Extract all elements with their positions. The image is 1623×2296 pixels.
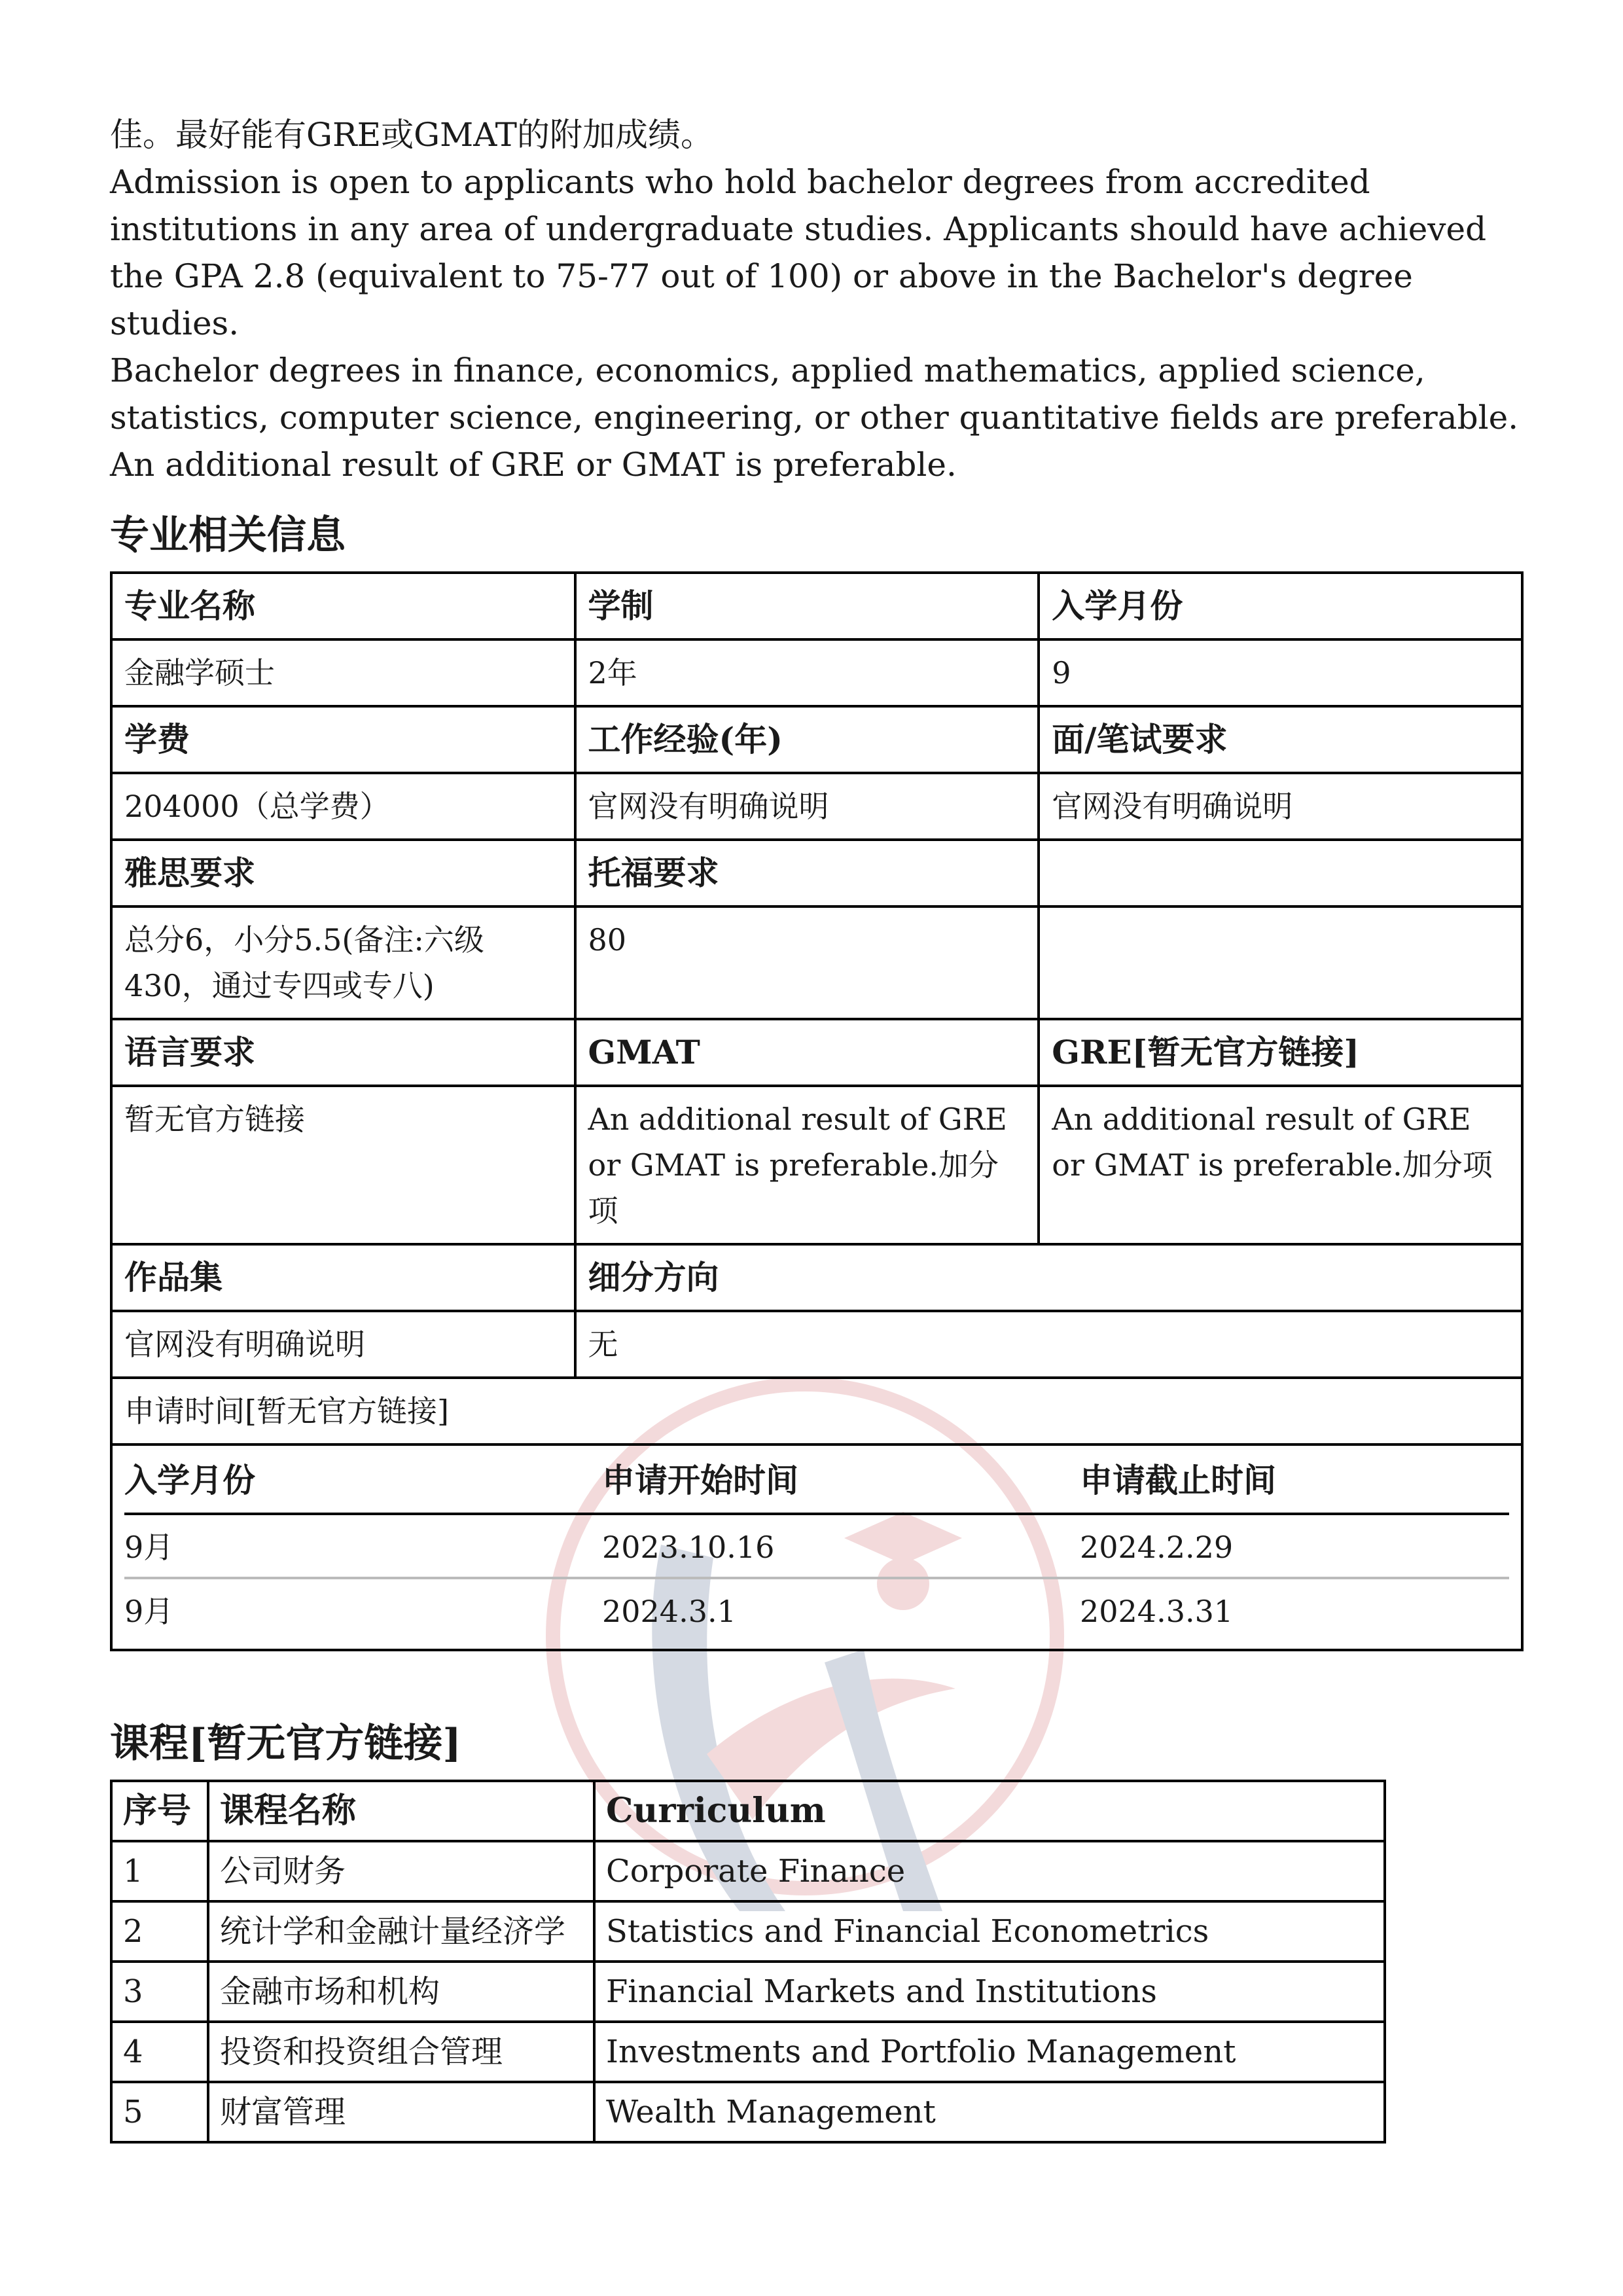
- header-cell: 序号: [111, 1781, 208, 1841]
- table-row: [111, 1444, 1522, 1650]
- program-section-title: 专业相关信息: [110, 512, 346, 558]
- empty-cell: [1039, 840, 1522, 906]
- table-row: [111, 1311, 1522, 1378]
- table-row: [111, 1962, 1385, 2022]
- application-header-row: [124, 1451, 1509, 1514]
- course-name-en: Investments and Portfolio Management: [594, 2022, 1385, 2082]
- table-row: [111, 906, 1522, 1019]
- value-cell: 暂无官方链接: [111, 1086, 575, 1244]
- course-name-en: Financial Markets and Institutions: [594, 1962, 1385, 2022]
- application-title: 申请时间[暂无官方链接]: [111, 1378, 1522, 1444]
- value-cell: 2024.3.1: [602, 1594, 736, 1629]
- value-cell: An additional result of GRE or GMAT is preferable.加分项: [1039, 1086, 1522, 1244]
- course-name-cn: 金融市场和机构: [208, 1962, 594, 2022]
- course-name-cn: 统计学和金融计量经济学: [208, 1901, 594, 1962]
- intro-block: [110, 111, 1524, 488]
- course-name-en: Corporate Finance: [594, 1841, 1385, 1901]
- value-cell: 2年: [575, 639, 1039, 706]
- table-row: [111, 2082, 1385, 2142]
- header-cell: 专业名称: [111, 573, 575, 639]
- table-row: [111, 706, 1522, 773]
- table-row: [111, 1019, 1522, 1086]
- intro-en-paragraph-1: Admission is open to applicants who hold bachelor degrees from accredited institutions in any area of undergraduate studies. Applicants should have achieved the GPA 2.8 (equivalent to 75-77 out of 100) or above in the Bachelor's degree studies.: [110, 163, 1487, 342]
- table-row: [111, 773, 1522, 840]
- course-number: 4: [111, 2022, 208, 2082]
- value-cell: 2024.2.29: [1080, 1514, 1509, 1578]
- course-number: 2: [111, 1901, 208, 1962]
- header-cell: 申请截止时间: [1080, 1451, 1509, 1514]
- intro-cn-line: 佳。最好能有GRE或GMAT的附加成绩。: [110, 116, 713, 154]
- header-cell: GMAT: [575, 1019, 1039, 1086]
- course-number: 3: [111, 1962, 208, 2022]
- empty-cell: [1039, 906, 1522, 1019]
- table-row: [111, 573, 1522, 639]
- table-row: [111, 2022, 1385, 2082]
- course-number: 1: [111, 1841, 208, 1901]
- header-cell: 入学月份: [1039, 573, 1522, 639]
- value-cell: 9: [1039, 639, 1522, 706]
- table-row: [111, 639, 1522, 706]
- header-cell: 托福要求: [575, 840, 1039, 906]
- application-row: [124, 1514, 1509, 1578]
- application-container: [111, 1444, 1522, 1650]
- course-name-en: Wealth Management: [594, 2082, 1385, 2142]
- value-cell: 官网没有明确说明: [575, 773, 1039, 840]
- header-cell: 作品集: [111, 1244, 575, 1311]
- header-cell: 学费: [111, 706, 575, 773]
- header-cell: 面/笔试要求: [1039, 706, 1522, 773]
- course-name-cn: 投资和投资组合管理: [208, 2022, 594, 2082]
- application-table: [124, 1451, 1509, 1641]
- header-cell: GRE[暂无官方链接]: [1039, 1019, 1522, 1086]
- value-cell: 无: [575, 1311, 1522, 1378]
- table-row: [111, 1244, 1522, 1311]
- table-row: [111, 1086, 1522, 1244]
- application-row: [124, 1578, 1509, 1641]
- header-cell: 工作经验(年): [575, 706, 1039, 773]
- value-cell: 官网没有明确说明: [111, 1311, 575, 1378]
- courses-table: [110, 1780, 1386, 2144]
- table-row: [111, 1781, 1385, 1841]
- program-info-table: [110, 571, 1524, 1651]
- course-number: 5: [111, 2082, 208, 2142]
- header-cell: Curriculum: [594, 1781, 1385, 1841]
- value-cell: 204000（总学费）: [111, 773, 575, 840]
- header-cell: 雅思要求: [111, 840, 575, 906]
- course-name-cn: 财富管理: [208, 2082, 594, 2142]
- course-name-cn: 公司财务: [208, 1841, 594, 1901]
- table-row: [111, 1841, 1385, 1901]
- header-cell: 入学月份: [124, 1451, 602, 1514]
- value-cell: 2023.10.16: [602, 1514, 1080, 1578]
- value-cell: 总分6，小分5.5(备注:六级430，通过专四或专八): [111, 906, 575, 1019]
- table-row: [111, 1901, 1385, 1962]
- value-cell: 9月: [124, 1594, 174, 1629]
- value-cell: 金融学硕士: [111, 639, 575, 706]
- table-row: [111, 1378, 1522, 1444]
- value-cell: An additional result of GRE or GMAT is preferable.加分项: [575, 1086, 1039, 1244]
- header-cell: 语言要求: [111, 1019, 575, 1086]
- value-cell: 80: [575, 906, 1039, 1019]
- header-cell: 细分方向: [575, 1244, 1522, 1311]
- value-cell: 官网没有明确说明: [1039, 773, 1522, 840]
- course-name-en: Statistics and Financial Econometrics: [594, 1901, 1385, 1962]
- header-cell: 课程名称: [208, 1781, 594, 1841]
- header-cell: 申请开始时间: [602, 1451, 1080, 1514]
- table-row: [111, 840, 1522, 906]
- header-cell: 学制: [575, 573, 1039, 639]
- courses-section-title: 课程[暂无官方链接]: [110, 1721, 461, 1767]
- value-cell: 2024.3.31: [1080, 1594, 1234, 1629]
- intro-en-paragraph-2: Bachelor degrees in finance, economics, applied mathematics, applied science, statistics, computer science, engineering, or other quantitative fields are preferable. An additional result of GRE or GMAT is preferable.: [110, 351, 1519, 484]
- value-cell: 9月: [124, 1514, 602, 1578]
